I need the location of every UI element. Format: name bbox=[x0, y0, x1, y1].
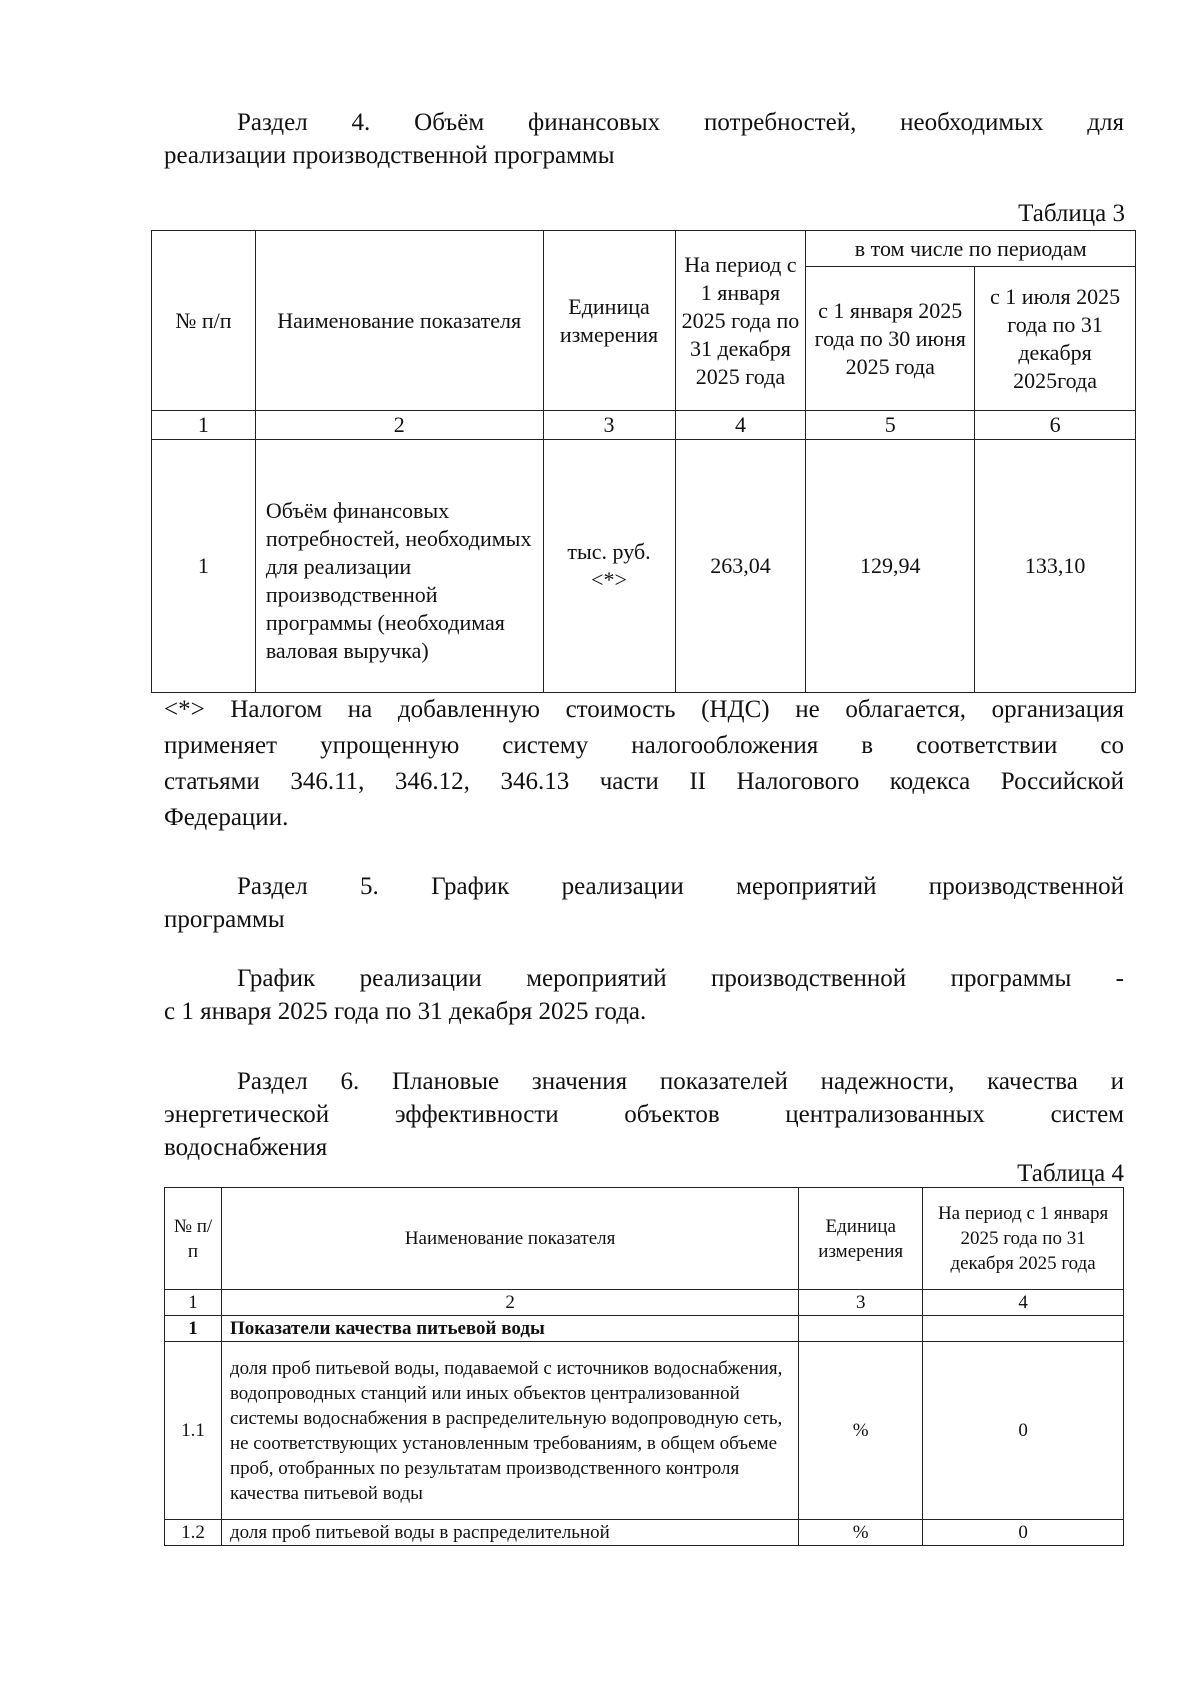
table3-header-num: № п/п bbox=[152, 231, 256, 411]
table4 bbox=[164, 1187, 1124, 1546]
table4-group-name: Показатели качества питьевой воды bbox=[221, 1316, 798, 1342]
section5-heading-line2: программы bbox=[164, 906, 285, 933]
table3-header-period: На период с 1 января 2025 года по 31 декабря 2025 года bbox=[675, 231, 806, 411]
footnote-line4: Федерации. bbox=[164, 804, 289, 831]
table4-cell-value: 0 bbox=[923, 1520, 1124, 1546]
section4-heading-line2: реализации производственной программы bbox=[164, 142, 615, 169]
table3-colnum: 1 bbox=[152, 411, 256, 440]
table4-header-unit: Единица измерения bbox=[799, 1188, 923, 1290]
table4-cell-value: 0 bbox=[923, 1342, 1124, 1520]
table3-cell-num: 1 bbox=[152, 440, 256, 693]
table4-cell-name: доля проб питьевой воды в распределительной bbox=[221, 1520, 798, 1546]
section6-heading-line3: водоснабжения bbox=[164, 1134, 328, 1161]
table4-cell-name: доля проб питьевой воды, подаваемой с источников водоснабжения, водопроводных станций или иных объектов централизованной системы водоснабжения в распределительную водопроводную сеть, не соответствующих установленным требованиям, в общем объеме проб, отобранных по результатам производственного контроля качества питьевой воды bbox=[221, 1342, 798, 1520]
table4-header-period: На период с 1 января 2025 года по 31 декабря 2025 года bbox=[923, 1188, 1124, 1290]
section6-heading-line1: Раздел 6. Плановые значения показателей надежности, качества и bbox=[237, 1068, 1124, 1095]
table3-colnum: 2 bbox=[255, 411, 543, 440]
schedule-line2: с 1 января 2025 года по 31 декабря 2025 года. bbox=[164, 998, 647, 1025]
table4-header-name: Наименование показателя bbox=[221, 1188, 798, 1290]
table4-group-unit bbox=[799, 1316, 923, 1342]
table3-cell-total: 263,04 bbox=[675, 440, 806, 693]
table4-colnum-row bbox=[165, 1290, 1124, 1316]
table4-header-num: № п/п bbox=[165, 1188, 222, 1290]
table3-header-unit: Единица измерения bbox=[543, 231, 675, 411]
table4-caption: Таблица 4 bbox=[1017, 1160, 1124, 1187]
table3-cell-h1: 129,94 bbox=[806, 440, 975, 693]
table4-group-value bbox=[923, 1316, 1124, 1342]
table3-colnum: 6 bbox=[975, 411, 1136, 440]
footnote-line2: применяет упрощенную систему налогообложения в соответствии со bbox=[164, 732, 1124, 759]
table3-header-subgroup: в том числе по периодам bbox=[806, 231, 1136, 267]
table3-header-sub2: с 1 июля 2025 года по 31 декабря 2025года bbox=[975, 267, 1136, 411]
table4-cell-num: 1.2 bbox=[165, 1520, 222, 1546]
table4-group-num: 1 bbox=[165, 1316, 222, 1342]
table3-header-name: Наименование показателя bbox=[255, 231, 543, 411]
section6-heading-line2: энергетической эффективности объектов централизованных систем bbox=[164, 1101, 1124, 1128]
footnote-line3: статьями 346.11, 346.12, 346.13 части II Налогового кодекса Российской bbox=[164, 768, 1124, 795]
table4-cell-unit: % bbox=[799, 1520, 923, 1546]
table4-colnum: 3 bbox=[799, 1290, 923, 1316]
table3-cell-h2: 133,10 bbox=[975, 440, 1136, 693]
table4-colnum: 4 bbox=[923, 1290, 1124, 1316]
table3-cell-name: Объём финансовых потребностей, необходимых для реализации производственной программы (необходимая валовая выручка) bbox=[255, 440, 543, 693]
table4-colnum: 1 bbox=[165, 1290, 222, 1316]
table3-row bbox=[152, 440, 1136, 693]
table3-cell-unit: тыс. руб. <*> bbox=[543, 440, 675, 693]
table4-cell-num: 1.1 bbox=[165, 1342, 222, 1520]
footnote-line1: <*> Налогом на добавленную стоимость (НДС) не облагается, организация bbox=[164, 696, 1124, 723]
table4-colnum: 2 bbox=[221, 1290, 798, 1316]
table4-cell-unit: % bbox=[799, 1342, 923, 1520]
table3 bbox=[151, 230, 1136, 693]
table3-colnum: 4 bbox=[675, 411, 806, 440]
table4-row bbox=[165, 1342, 1124, 1520]
table3-colnum: 5 bbox=[806, 411, 975, 440]
table3-header-sub1: с 1 января 2025 года по 30 июня 2025 года bbox=[806, 267, 975, 411]
section4-heading-line1: Раздел 4. Объём финансовых потребностей, необходимых для bbox=[237, 109, 1124, 136]
table4-row bbox=[165, 1520, 1124, 1546]
table3-colnum: 3 bbox=[543, 411, 675, 440]
schedule-line1: График реализации мероприятий производственной программы - bbox=[237, 965, 1124, 992]
table3-caption: Таблица 3 bbox=[1018, 200, 1125, 227]
table3-colnum-row bbox=[152, 411, 1136, 440]
table4-group-row bbox=[165, 1316, 1124, 1342]
section5-heading-line1: Раздел 5. График реализации мероприятий производственной bbox=[237, 873, 1124, 900]
